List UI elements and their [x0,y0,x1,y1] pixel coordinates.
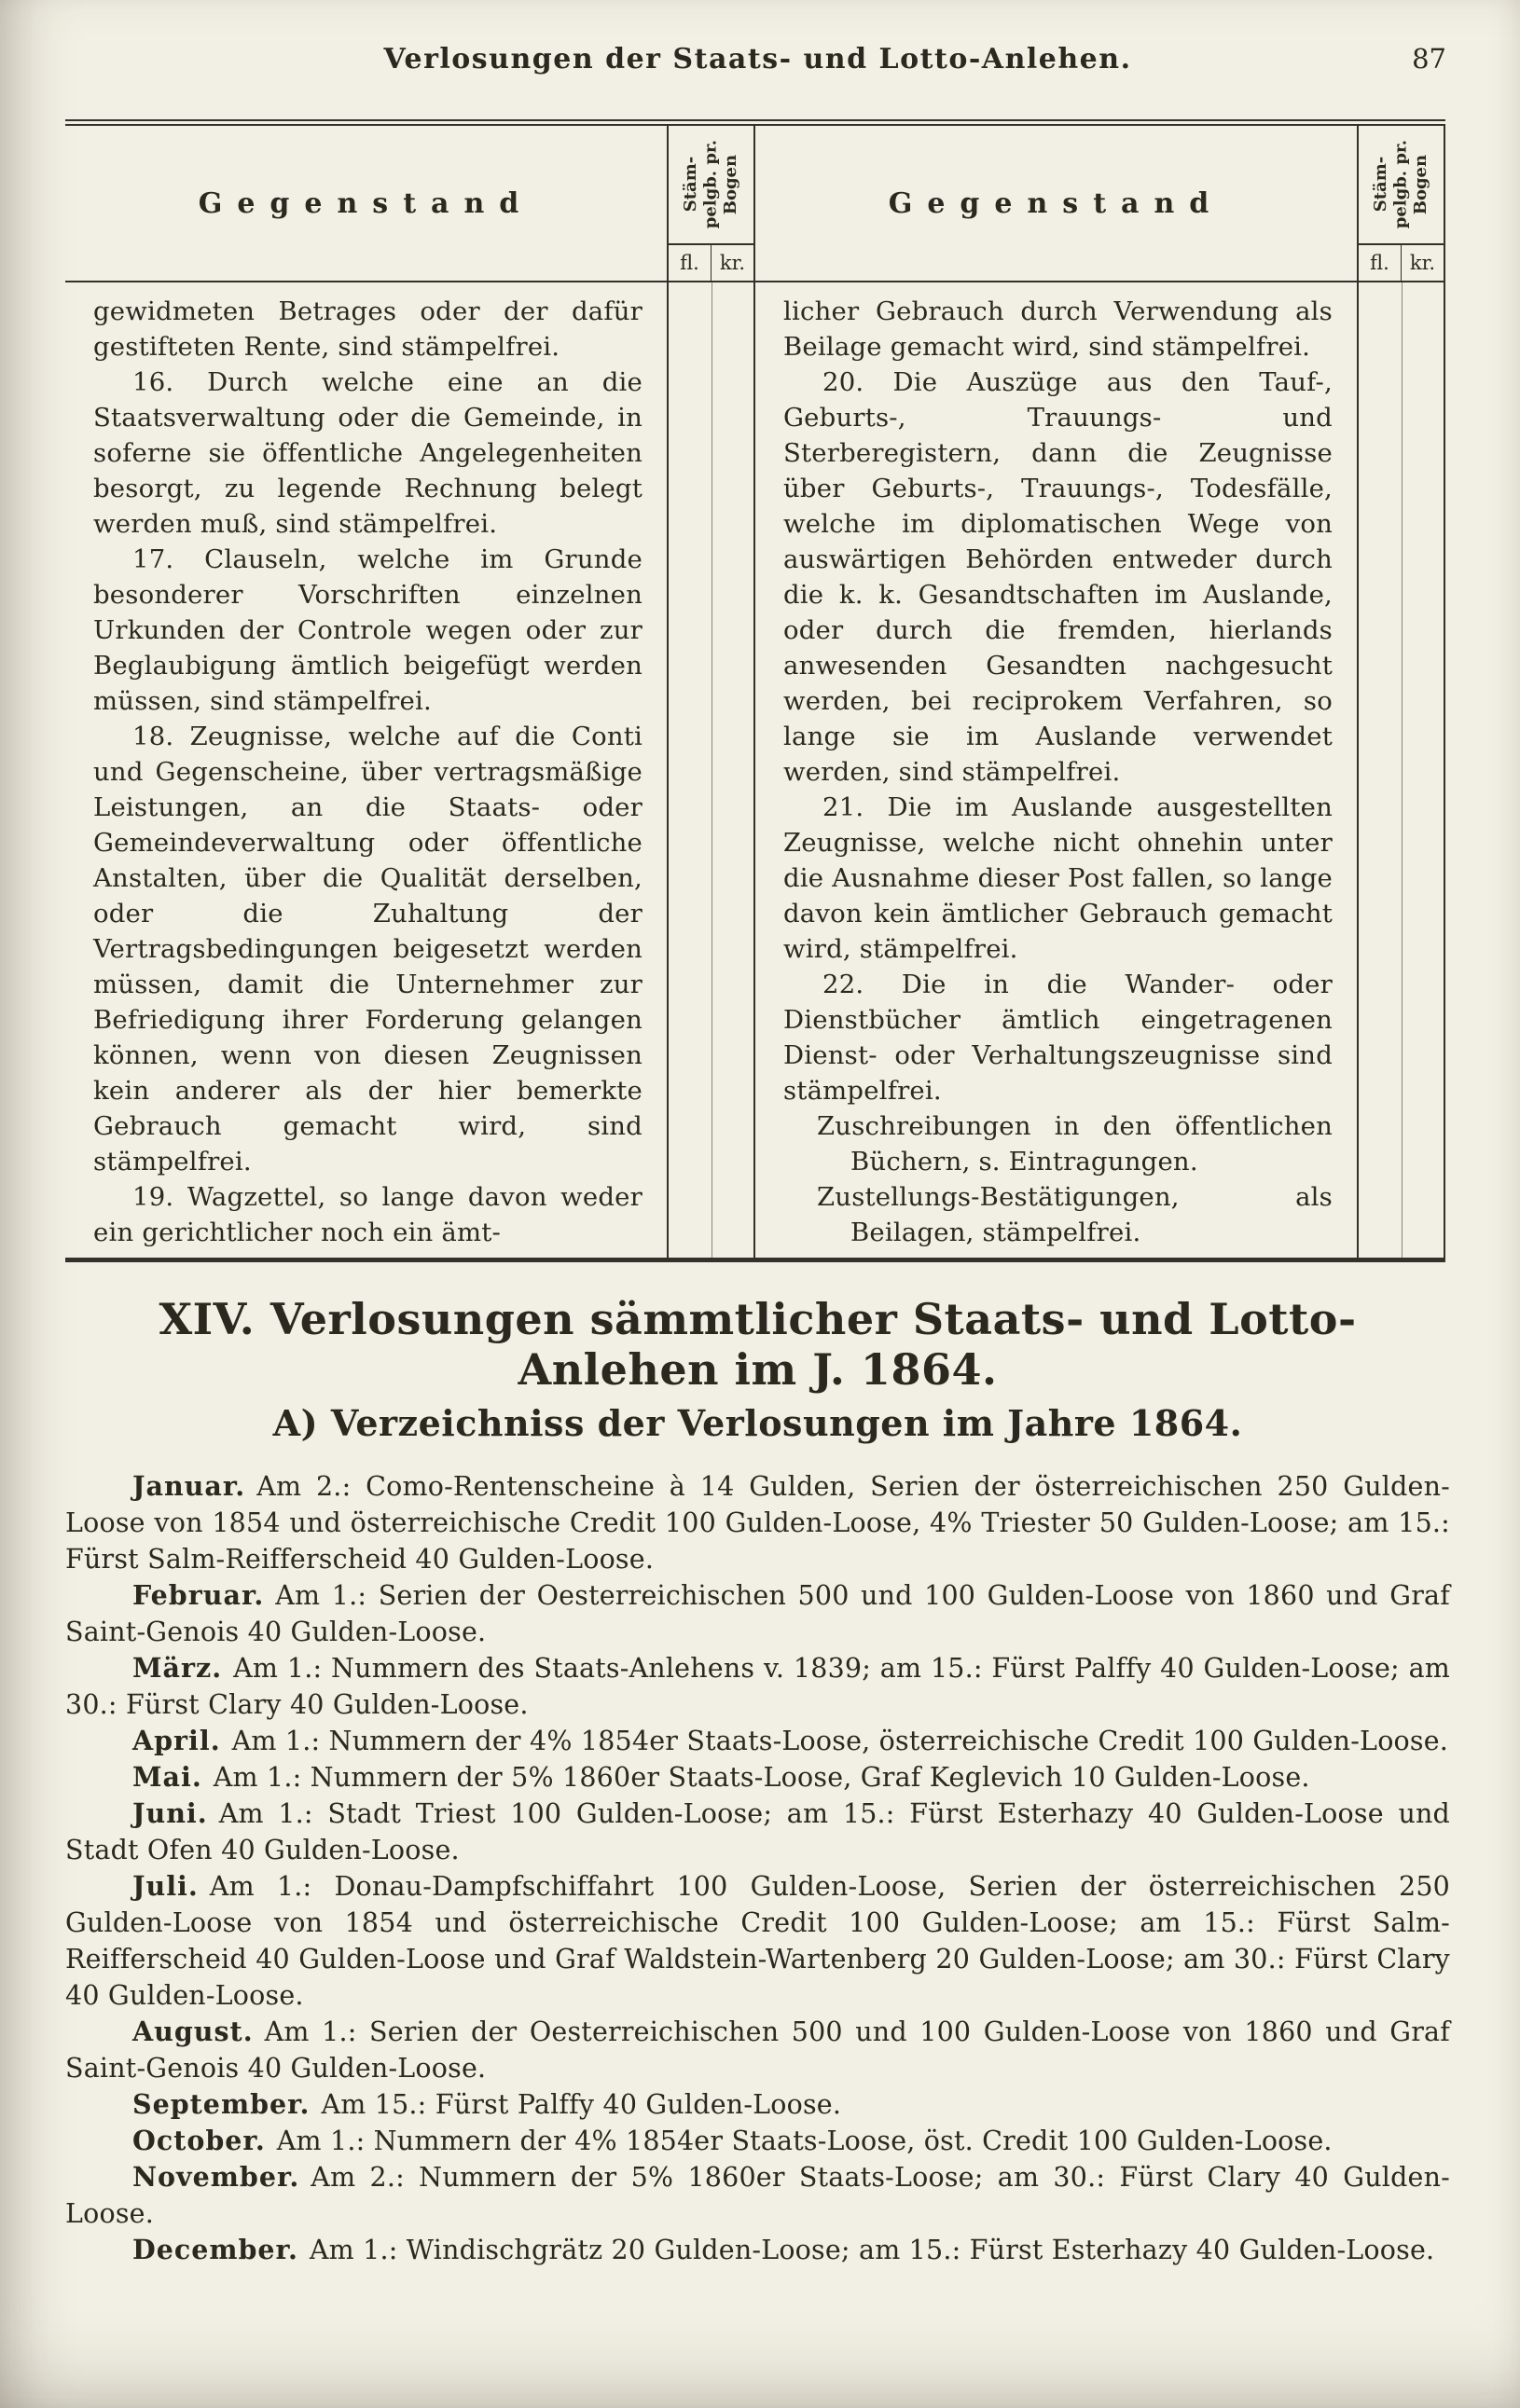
month-label: Januar. [132,1470,246,1502]
month-text: Am 15.: Fürst Palffy 40 Gulden-Loose. [321,2089,842,2120]
paragraph: 16. Durch welche eine an die Staatsverwaltung oder die Gemeinde, in soferne sie öffentliche Angelegenheiten besorgt, zu legende Rechnung belegt werden muß, sind stämpelfrei. [93,367,643,539]
units-row-right [1359,243,1444,281]
paragraph: gewidmeten Betrages oder der dafür gestifteten Rente, sind stämpelfrei. [93,296,643,362]
month-text: Am 1.: Stadt Triest 100 Gulden-Loose; am 15.: Fürst Esterhazy 40 Gulden-Loose und Stadt Ofen 40 Gulden-Loose. [65,1798,1450,1865]
month-label: August. [132,2016,254,2047]
month-entry [65,1650,1450,1723]
unit-fl: fl. [1370,252,1389,274]
month-entry [65,2232,1450,2268]
month-text: Am 1.: Serien der Oesterreichischen 500 und 100 Gulden-Loose von 1860 und Graf Saint-Genois 40 Gulden-Loose. [65,2016,1450,2084]
paragraph: 19. Wagzettel, so lange davon weder ein gerichtlicher noch ein ämt- [93,1182,643,1247]
paragraph: 22. Die in die Wander- oder Dienstbücher ämtlich eingetragenen Dienst- oder Verhaltungszeugnisse sind stämpelfrei. [783,970,1333,1106]
month-label: October. [132,2125,266,2156]
month-text: Am 1.: Nummern der 4% 1854er Staats-Loose, österreichische Credit 100 Gulden-Loose. [231,1726,1449,1756]
paragraph: Zustellungs-Bestätigungen, als Beilagen, stämpelfrei. [817,1182,1333,1247]
month-entry [65,1723,1450,1759]
monthly-drawing-list [65,1468,1450,2268]
month-label: März. [132,1652,223,1684]
paragraph: 17. Clauseln, welche im Grunde besonderer Vorschriften einzelnen Urkunden der Controle wegen oder zur Beglaubigung ämtlich beigefügt werden müssen, sind stämpelfrei. [93,544,643,716]
column-header-subject-right: Gegenstand [888,186,1224,220]
running-header-title: Verlosungen der Staats- und Lotto-Anlehen. [383,43,1132,76]
text-column-left [65,282,667,1258]
units-row-left [669,243,753,281]
column-header-stamp-right [1357,126,1445,281]
paragraph: licher Gebrauch durch Verwendung als Beilage gemacht wird, sind stämpelfrei. [783,296,1333,362]
table-body [65,282,1445,1258]
paragraph: 18. Zeugnisse, welche auf die Conti und Gegenscheine, über vertragsmäßige Leistungen, an die Staats- oder Gemeindeverwaltung oder öffentliche Anstalten, über die Qualität derselben, oder die Zuhaltung der Vertragsbedingungen beigesetzt werden müssen, damit die Unternehmer zur Befriedigung ihrer Forderung gelangen können, wenn von diesen Zeugnissen kein anderer als der hier bemerkte Gebrauch gemacht wird, sind stämpelfrei. [93,722,643,1176]
month-text: Am 1.: Windischgrätz 20 Gulden-Loose; am 15.: Fürst Esterhazy 40 Gulden-Loose. [309,2235,1435,2265]
month-label: Juni. [132,1797,208,1829]
month-text: Am 1.: Nummern der 4% 1854er Staats-Loose, öst. Credit 100 Gulden-Loose. [276,2126,1333,2156]
month-entry [65,1868,1450,2014]
month-entry [65,2159,1450,2232]
column-header-stamp-left [667,126,755,281]
paragraph: 21. Die im Auslande ausgestellten Zeugnisse, welche nicht ohnehin unter die Ausnahme dieser Post fallen, so lange davon kein ämtlicher Gebrauch gemacht wird, stämpelfrei. [783,792,1333,964]
month-entry [65,2014,1450,2086]
month-entry [65,1468,1450,1577]
paragraph: Zuschreibungen in den öffentlichen Büchern, s. Eintragungen. [817,1111,1333,1176]
rotated-stamp-label-right [1359,126,1444,243]
rotated-stamp-label-text: Stäm- pelgb. pr. Bogen [681,140,741,229]
unit-kr: kr. [711,245,753,281]
month-text: Am 1.: Nummern des Staats-Anlehens v. 1839; am 15.: Fürst Palffy 40 Gulden-Loose; am 30.: Fürst Clary 40 Gulden-Loose. [65,1653,1450,1720]
unit-fl: fl. [680,252,699,274]
text-column-right [755,282,1357,1258]
unit-kr: kr. [1401,245,1444,281]
month-text: Am 2.: Nummern der 5% 1860er Staats-Loose; am 30.: Fürst Clary 40 Gulden-Loose. [65,2162,1450,2229]
month-label: Februar. [132,1579,265,1611]
month-label: November. [132,2161,300,2193]
running-header [65,43,1450,86]
rotated-stamp-label-left [669,126,753,243]
month-label: Juli. [132,1870,199,1902]
month-entry [65,1577,1450,1650]
paragraph: 20. Die Auszüge aus den Tauf-, Geburts-, Trauungs- und Sterberegistern, dann die Zeugnisse über Geburts-, Trauungs-, Todesfälle, welche im diplomatischen Wege von auswärtigen Behörden entweder durch die k. k. Gesandtschaften im Auslande, oder durch die fremden, hierlands anwesenden Gesandten nachgesucht werden, bei reciprokem Verfahren, so lange sie im Auslande verwendet werden, sind stämpelfrei. [783,367,1333,787]
month-entry [65,1796,1450,1868]
stamp-duty-table [65,119,1445,1262]
month-entry [65,2123,1450,2159]
month-entry [65,2086,1450,2123]
month-label: April. [132,1725,221,1756]
table-header-row [65,126,1445,282]
month-text: Am 2.: Como-Rentenscheine à 14 Gulden, Serien der österreichischen 250 Gulden-Loose von 1854 und österreichische Credit 100 Gulden-Loose, 4% Triester 50 Gulden-Loose; am 15.: Fürst Salm-Reifferscheid 40 Gulden-Loose. [65,1471,1450,1575]
month-label: December. [132,2234,298,2265]
stamp-value-column-right [1357,282,1445,1258]
column-header-subject-left: Gegenstand [198,186,534,220]
month-text: Am 1.: Donau-Dampfschiffahrt 100 Gulden-Loose, Serien der österreichischen 250 Gulden-Loose von 1854 und österreichische Credit 100 Gulden-Loose; am 15.: Fürst Salm-Reifferscheid 40 Gulden-Loose und Graf Waldstein-Wartenberg 20 Gulden-Loose; am 30.: Fürst Clary 40 Gulden-Loose. [65,1871,1450,2011]
rotated-stamp-label-text: Stäm- pelgb. pr. Bogen [1371,140,1431,229]
month-text: Am 1.: Nummern der 5% 1860er Staats-Loose, Graf Keglevich 10 Gulden-Loose. [213,1762,1310,1793]
section-heading: XIV. Verlosungen sämmtlicher Staats- und Lotto-Anlehen im J. 1864. [159,1294,1357,1395]
month-label: September. [132,2088,311,2120]
month-text: Am 1.: Serien der Oesterreichischen 500 und 100 Gulden-Loose von 1860 und Graf Saint-Genois 40 Gulden-Loose. [65,1580,1450,1647]
month-entry [65,1759,1450,1796]
section-subheading: A) Verzeichniss der Verlosungen im Jahre 1864. [272,1402,1243,1444]
stamp-value-column-left [667,282,755,1258]
month-label: Mai. [132,1761,202,1793]
page-number: 87 [1412,43,1446,75]
